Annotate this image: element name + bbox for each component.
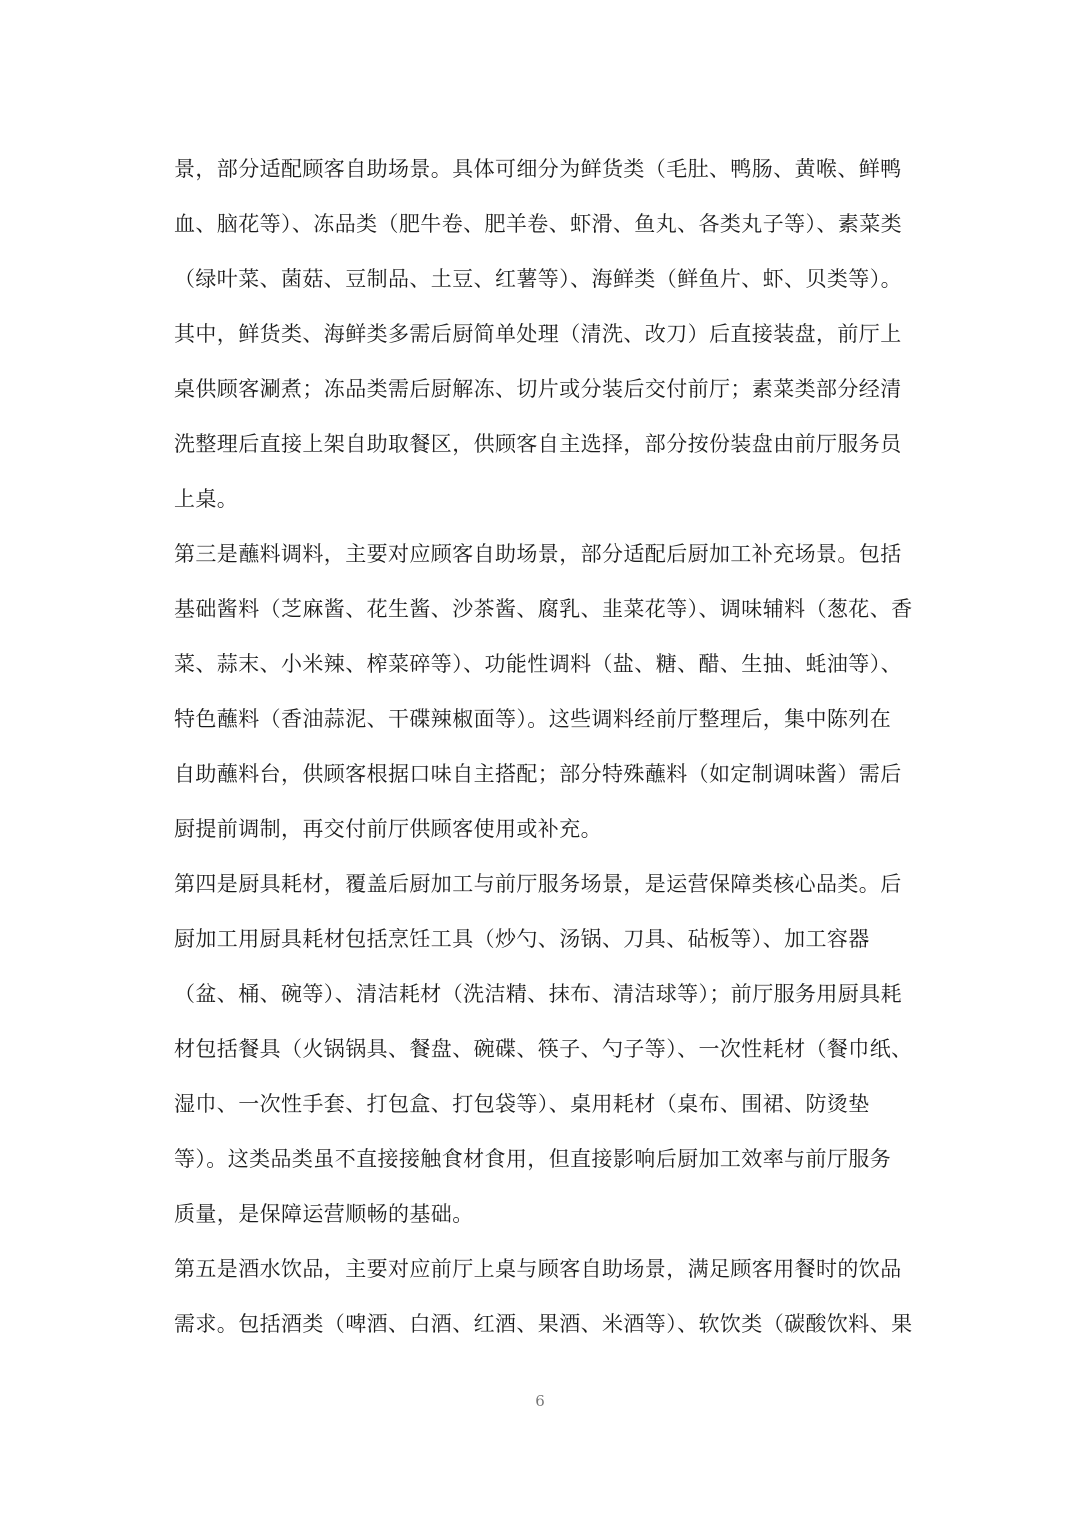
text-line: 其中，鲜货类、海鲜类多需后厨简单处理（清洗、改刀）后直接装盘，前厅上 xyxy=(174,322,902,346)
text-line: （绿叶菜、菌菇、豆制品、土豆、红薯等）、海鲜类（鲜鱼片、虾、贝类等）。 xyxy=(174,267,902,291)
text-line: 第五是酒水饮品，主要对应前厅上桌与顾客自助场景，满足顾客用餐时的饮品 xyxy=(174,1257,902,1281)
text-line: 基础酱料（芝麻酱、花生酱、沙茶酱、腐乳、韭菜花等）、调味辅料（葱花、香 xyxy=(174,597,913,621)
text-line: 菜、蒜末、小米辣、榨菜碎等）、功能性调料（盐、糖、醋、生抽、蚝油等）、 xyxy=(174,652,902,676)
text-line: 质量，是保障运营顺畅的基础。 xyxy=(174,1202,474,1226)
text-line: 景，部分适配顾客自助场景。具体可细分为鲜货类（毛肚、鸭肠、黄喉、鲜鸭 xyxy=(174,157,902,181)
text-line: 特色蘸料（香油蒜泥、干碟辣椒面等）。这些调料经前厅整理后，集中陈列在 xyxy=(174,707,892,731)
text-line: 厨提前调制，再交付前厅供顾客使用或补充。 xyxy=(174,817,602,841)
text-line: 材包括餐具（火锅锅具、餐盘、碗碟、筷子、勺子等）、一次性耗材（餐巾纸、 xyxy=(174,1037,913,1061)
text-line: 湿巾、一次性手套、打包盒、打包袋等）、桌用耗材（桌布、围裙、防烫垫 xyxy=(174,1092,870,1116)
text-line: 桌供顾客涮煮；冻品类需后厨解冻、切片或分装后交付前厅；素菜类部分经清 xyxy=(174,377,902,401)
text-line: 血、脑花等）、冻品类（肥牛卷、肥羊卷、虾滑、鱼丸、各类丸子等）、素菜类 xyxy=(174,212,902,236)
text-line: 厨加工用厨具耗材包括烹饪工具（炒勺、汤锅、刀具、砧板等）、加工容器 xyxy=(174,927,870,951)
text-line: （盆、桶、碗等）、清洁耗材（洗洁精、抹布、清洁球等）；前厅服务用厨具耗 xyxy=(174,982,902,1006)
text-line: 需求。包括酒类（啤酒、白酒、红酒、果酒、米酒等）、软饮类（碳酸饮料、果 xyxy=(174,1312,913,1336)
text-line: 第四是厨具耗材，覆盖后厨加工与前厅服务场景，是运营保障类核心品类。后 xyxy=(174,872,902,896)
page-number: 6 xyxy=(535,1392,545,1410)
text-line: 第三是蘸料调料，主要对应顾客自助场景，部分适配后厨加工补充场景。包括 xyxy=(174,542,902,566)
text-line: 自助蘸料台，供顾客根据口味自主搭配；部分特殊蘸料（如定制调味酱）需后 xyxy=(174,762,902,786)
text-line: 等）。这类品类虽不直接接触食材食用，但直接影响后厨加工效率与前厅服务 xyxy=(174,1147,892,1171)
text-line: 洗整理后直接上架自助取餐区，供顾客自主选择，部分按份装盘由前厅服务员 xyxy=(174,432,902,456)
text-line: 上桌。 xyxy=(174,487,239,511)
body-text xyxy=(174,142,914,1352)
